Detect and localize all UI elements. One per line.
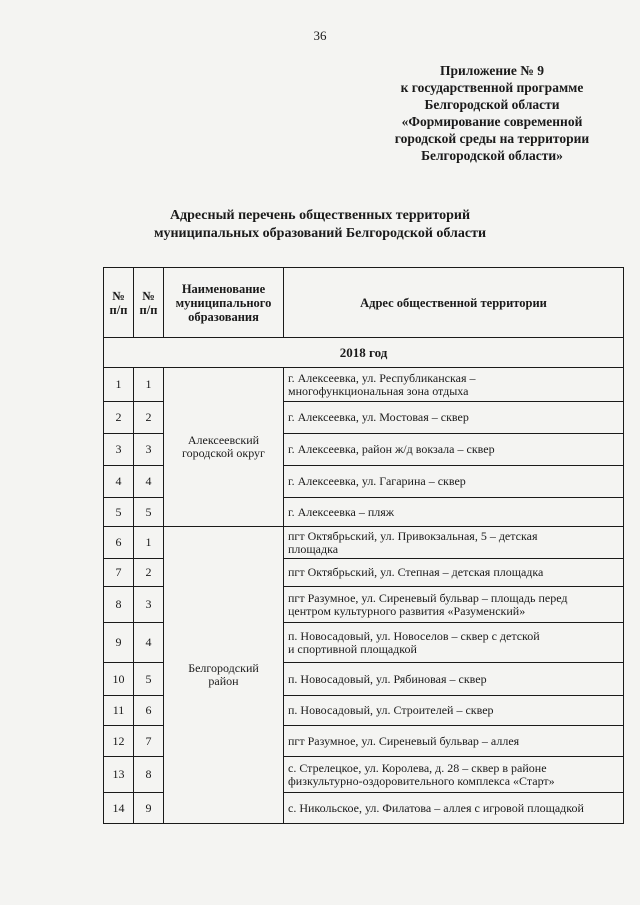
row-number-local: 6 <box>134 696 164 726</box>
address-cell: пгт Октябрьский, ул. Степная – детская площадка <box>284 559 624 587</box>
table-row <box>104 527 624 559</box>
row-number-local: 2 <box>134 402 164 434</box>
row-number-total: 9 <box>104 623 134 663</box>
row-number-local: 8 <box>134 757 164 793</box>
row-number-total: 11 <box>104 696 134 726</box>
row-number-total: 10 <box>104 663 134 696</box>
header-label: Наименование муниципального образования <box>175 281 272 324</box>
row-number-local: 3 <box>134 434 164 466</box>
appendix-line: к государственной программе <box>400 80 584 95</box>
municipality-cell: Белгородский район <box>164 527 284 824</box>
header-municipality <box>164 268 284 338</box>
address-cell: п. Новосадовый, ул. Рябиновая – сквер <box>284 663 624 696</box>
row-number-total: 7 <box>104 559 134 587</box>
row-number-local: 1 <box>134 527 164 559</box>
title-line: муниципальных образований Белгородской области <box>153 226 487 241</box>
page-number: 36 <box>313 28 327 43</box>
row-number-local: 4 <box>134 466 164 498</box>
header-label: Адрес общественной территории <box>360 295 547 310</box>
row-number-local: 5 <box>134 663 164 696</box>
address-cell: г. Алексеевка – пляж <box>284 498 624 527</box>
appendix-line: Белгородской области» <box>421 148 563 163</box>
header-address <box>284 268 624 338</box>
row-number-total: 12 <box>104 726 134 757</box>
address-table <box>103 267 624 824</box>
address-cell: пгт Октябрьский, ул. Привокзальная, 5 – детская площадка <box>284 527 624 559</box>
header-num-local <box>134 268 164 338</box>
table-body <box>104 338 624 824</box>
address-cell: г. Алексеевка, ул. Мостовая – сквер <box>284 402 624 434</box>
row-number-local: 7 <box>134 726 164 757</box>
address-cell: г. Алексеевка, ул. Гагарина – сквер <box>284 466 624 498</box>
municipality-cell: Алексеевский городской округ <box>164 368 284 527</box>
row-number-local: 2 <box>134 559 164 587</box>
address-cell: с. Никольское, ул. Филатова – аллея с игровой площадкой <box>284 793 624 824</box>
address-cell: п. Новосадовый, ул. Новоселов – сквер с детской и спортивной площадкой <box>284 623 624 663</box>
address-cell: пгт Разумное, ул. Сиреневый бульвар – аллея <box>284 726 624 757</box>
row-number-local: 4 <box>134 623 164 663</box>
row-number-total: 2 <box>104 402 134 434</box>
row-number-total: 8 <box>104 587 134 623</box>
row-number-local: 5 <box>134 498 164 527</box>
appendix-line: городской среды на территории <box>394 131 590 146</box>
row-number-local: 3 <box>134 587 164 623</box>
header-row <box>104 268 624 338</box>
row-number-total: 13 <box>104 757 134 793</box>
row-number-total: 5 <box>104 498 134 527</box>
header-label: № п/п <box>139 288 158 317</box>
appendix-line: Приложение № 9 <box>440 63 544 78</box>
appendix-line: «Формирование современной <box>401 114 583 129</box>
row-number-total: 6 <box>104 527 134 559</box>
table-row <box>104 368 624 402</box>
address-cell: г. Алексеевка, ул. Республиканская – многофункциональная зона отдыха <box>284 368 624 402</box>
row-number-local: 1 <box>134 368 164 402</box>
row-number-total: 14 <box>104 793 134 824</box>
title-line: Адресный перечень общественных территорий <box>169 208 471 223</box>
year-row <box>104 338 624 368</box>
year-label: 2018 год <box>104 338 624 368</box>
row-number-total: 1 <box>104 368 134 402</box>
row-number-local: 9 <box>134 793 164 824</box>
appendix-line: Белгородской области <box>424 97 560 112</box>
header-num-total <box>104 268 134 338</box>
address-cell: г. Алексеевка, район ж/д вокзала – сквер <box>284 434 624 466</box>
document-title <box>0 207 640 243</box>
address-cell: п. Новосадовый, ул. Строителей – сквер <box>284 696 624 726</box>
row-number-total: 4 <box>104 466 134 498</box>
address-cell: пгт Разумное, ул. Сиреневый бульвар – площадь перед центром культурного развития «Разуменский» <box>284 587 624 623</box>
address-cell: с. Стрелецкое, ул. Королева, д. 28 – сквер в районе физкультурно-оздоровительного комплекса «Старт» <box>284 757 624 793</box>
header-label: № п/п <box>109 288 128 317</box>
row-number-total: 3 <box>104 434 134 466</box>
appendix-heading <box>388 62 596 164</box>
